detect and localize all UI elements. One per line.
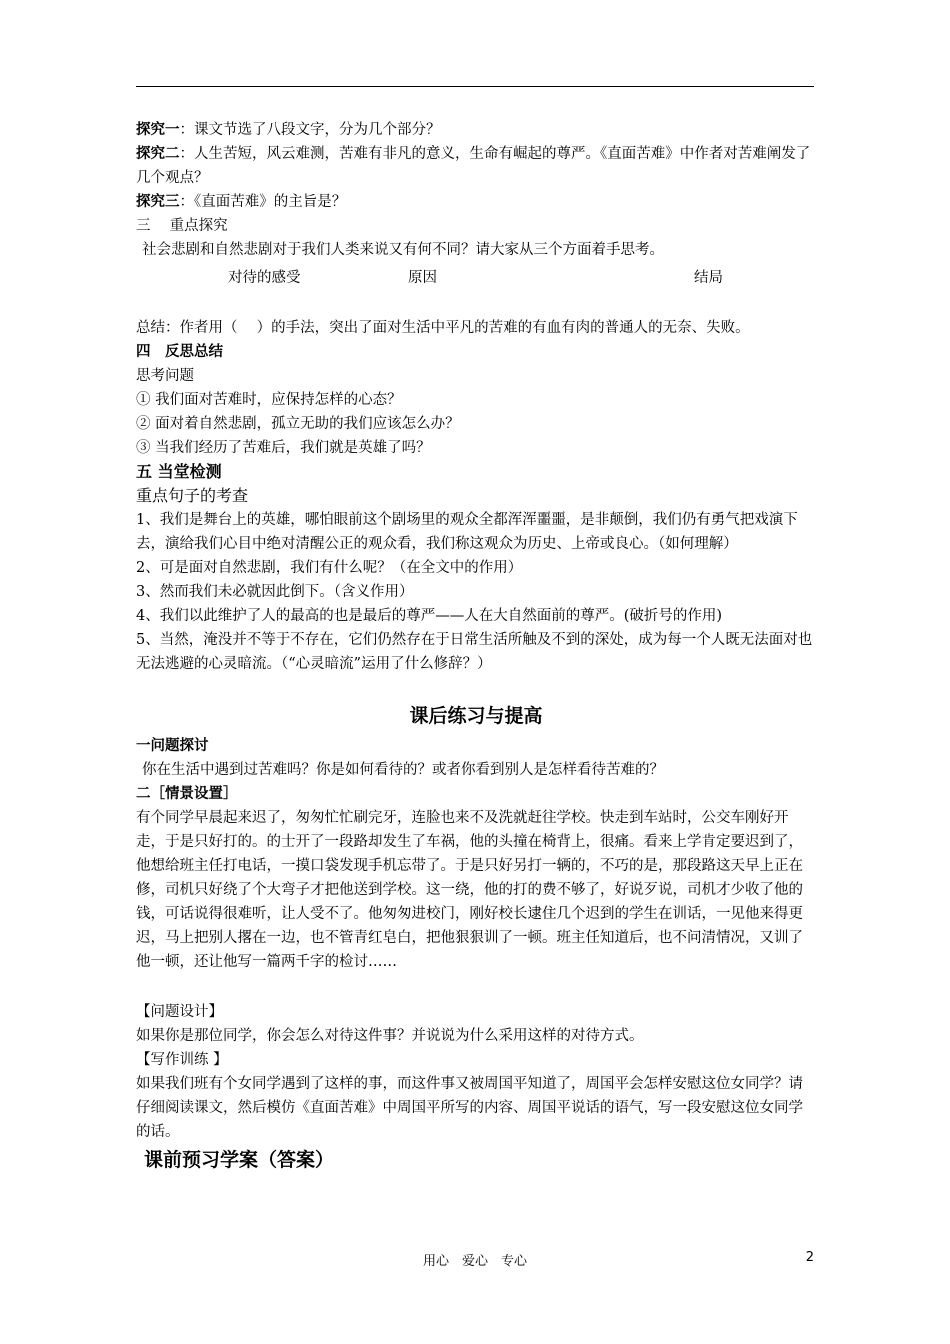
sentence-5: 5、当然，淹没并不等于不存在，它们仍然存在于日常生活所触及不到的深处，成为每一个人既无法面对也无法逃避的心灵暗流。（“心灵暗流”运用了什么修辞？） [136,632,813,672]
footer-motto: 用心 爱心 专心 [422,1254,527,1269]
page-number: 2 [805,1250,814,1265]
section-3-body: 社会悲剧和自然悲剧对于我们人类来说又有何不同？请大家从三个方面着手思考。 [142,242,664,258]
inquiry-1: 探究一：课文节选了八段文字，分为几个部分？ [136,121,441,138]
section-5-subtitle: 重点句子的考查 [136,486,249,505]
compare-columns [136,266,816,290]
think-label: 思考问题 [136,368,194,384]
section-5-heading: 五 当堂检测 [136,462,222,481]
sentence-1: 1、我们是舞台上的英雄，哪怕眼前这个剧场里的观众全都浑浑噩噩，是非颠倒，我们仍有勇气把戏演下去，演给我们心目中绝对清醒公正的观众看，我们称这观众为历史、上帝或良心。（如何理解） [136,512,798,552]
practice-title: 课后练习与提高 [409,705,543,727]
section-3-heading: 三 重点探究 [136,218,228,234]
think-item-1: ① 我们面对苦难时，应保持怎样的心态？ [136,392,402,408]
section-4-heading: 四 反思总结 [136,343,223,360]
column-feeling: 对待的感受 [228,270,301,286]
question-design-heading: 【问题设计】 [136,1004,223,1020]
summary: 总结：作者用（ ）的手法，突出了面对生活中平凡的苦难的有血有肉的普通人的无奈、失败。 [136,320,750,336]
practice-2-heading: 二［情景设置］ [136,785,238,802]
answer-title: 课前预习学案（答案） [144,1149,335,1171]
inquiry-3: 探究三：《直面苦难》的主旨是？ [136,193,347,210]
sentence-2: 2、可是面对自然悲剧，我们有什么呢？（在全文中的作用） [136,560,523,576]
inquiry-2: 探究二：人生苦短，风云难测，苦难有非凡的意义，生命有崛起的尊严。《直面苦难》中作者对苦难阐发了几个观点？ [136,145,811,186]
column-outcome: 结局 [694,270,723,286]
practice-1-heading: 一问题探讨 [136,737,209,754]
document-body [136,118,816,1172]
writing-body: 如果我们班有个女同学遇到了这样的事，而这件事又被周国平知道了，周国平会怎样安慰这位女同学？请仔细阅读课文，然后模仿《直面苦难》中周国平所写的内容、周国平说话的语气，写一段安慰这位女同学的话。 [136,1076,803,1140]
think-item-3: ③ 当我们经历了苦难后，我们就是英雄了吗？ [136,440,431,456]
scenario-text: 有个同学早晨起来迟了，匆匆忙忙刷完牙，连脸也来不及洗就赶往学校。快走到车站时，公交车刚好开走，于是只好打的。的士开了一段路却发生了车祸，他的头撞在椅背上，很痛。看来上学肯定要迟到了，他想给班主任打电话，一摸口袋发现手机忘带了。于是只好另打一辆的，不巧的是，那段路这天早上正在修，司机只好绕了个大弯子才把他送到学校。这一绕，他的打的费不够了，好说歹说，司机才少收了他的钱，可话说得很难听，让人受不了。他匆匆进校门，刚好校长逮住几个迟到的学生在训话，一见他来得更迟，马上把别人撂在一边，也不管青红皂白，把他狠狠训了一顿。班主任知道后，也不问清情况，又训了他一顿，还让他写一篇两千字的检讨…… [136,810,803,970]
column-reason: 原因 [408,270,437,286]
think-item-2: ② 面对着自然悲剧，孤立无助的我们应该怎么办？ [136,416,460,432]
sentence-4: 4、我们以此维护了人的最高的也是最后的尊严——人在大自然面前的尊严。(破折号的作用) [136,608,723,624]
sentence-3: 3、然而我们未必就因此倒下。（含义作用） [136,584,414,600]
practice-1-body: 你在生活中遇到过苦难吗？你是如何看待的？或者你看到别人是怎样看待苦难的？ [142,762,664,778]
writing-heading: 【写作训练 】 [136,1052,228,1068]
header-rule [136,86,814,87]
question-design-body: 如果你是那位同学，你会怎么对待这件事？并说说为什么采用这样的对待方式。 [136,1028,644,1044]
